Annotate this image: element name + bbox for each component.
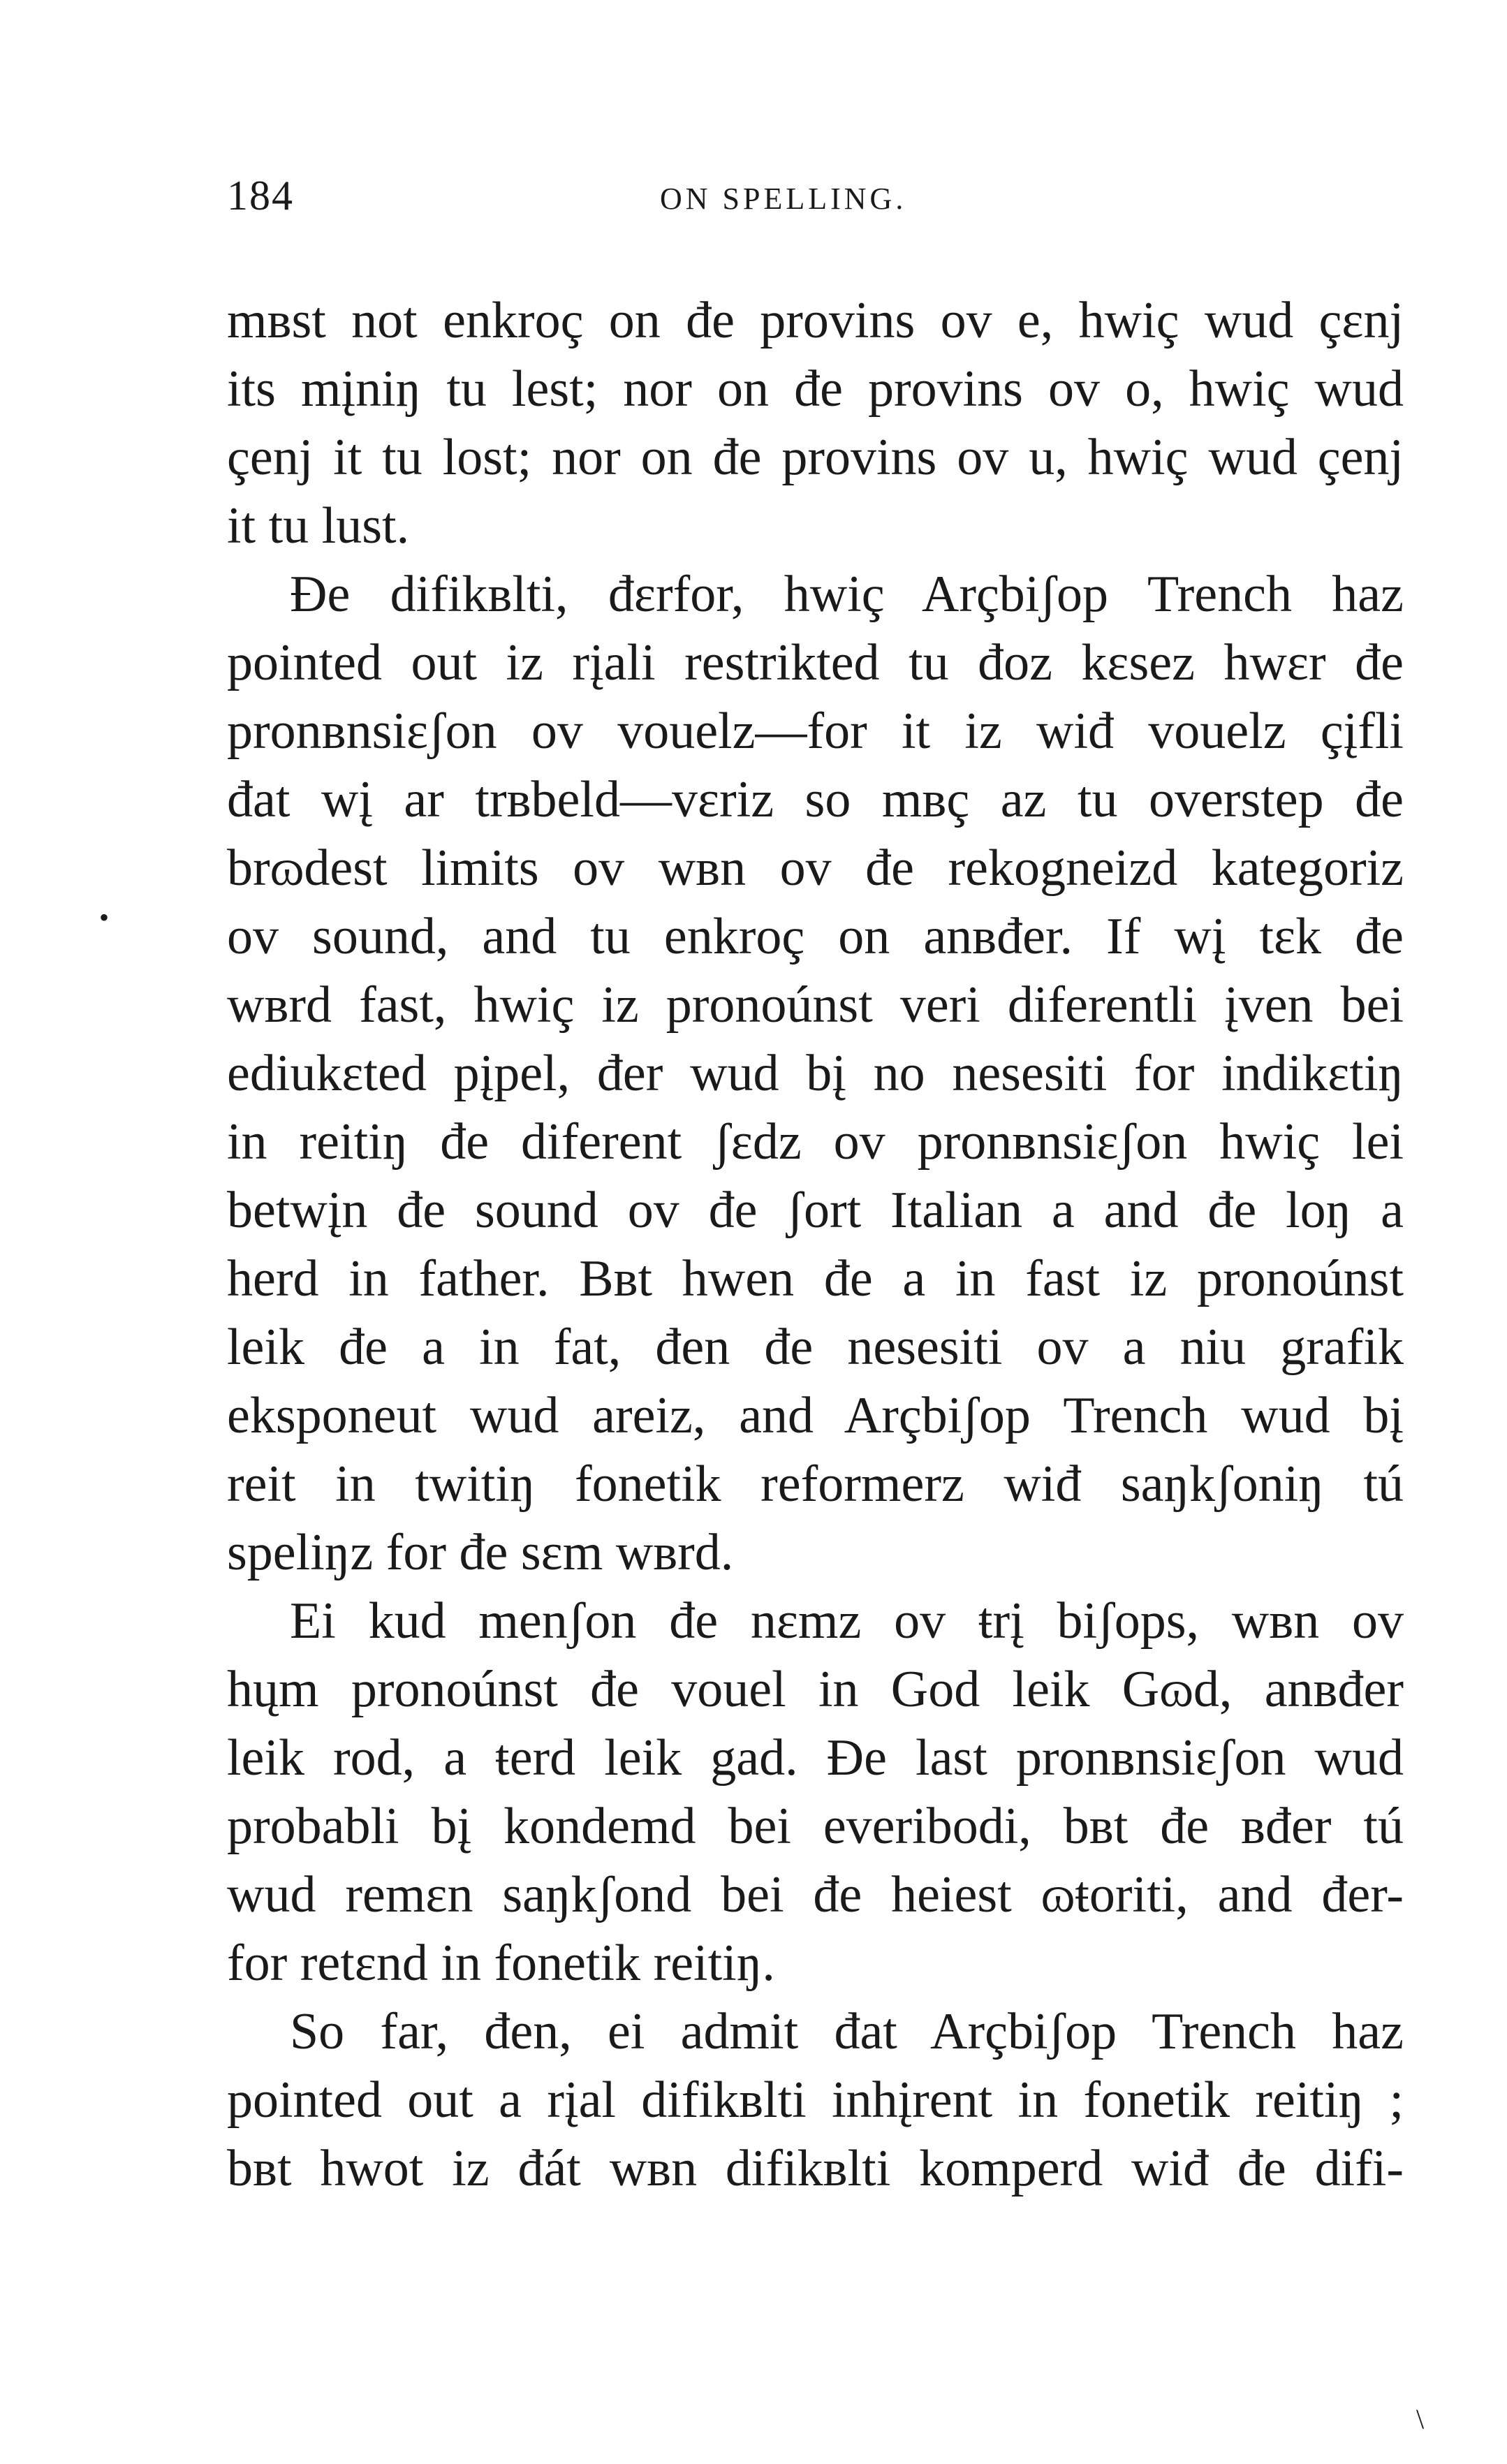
running-head: ON SPELLING.: [660, 182, 907, 216]
text-line: in reitiŋ đe diferent ʃɛdz ov pronвnsiɛʃon hwiç lei: [227, 1113, 1404, 1171]
page-number: 184: [227, 173, 294, 219]
text-line: its mįniŋ tu lest; nor on đe provins ov o, hwiç wud: [227, 360, 1404, 418]
text-line: probabli bį kondemd bei everibodi, bвt đe вđer tú: [227, 1798, 1404, 1855]
text-line: ov sound, and tu enkroç on anвđer. If wį tɛk đe: [227, 908, 1404, 965]
body-text: [227, 286, 1404, 2203]
text-line: herd in father. Bвt hwen đe a in fast iz pronoúnst: [227, 1250, 1404, 1307]
text-line: Ei kud menʃon đe nɛmz ov ŧrį biʃops, wвn ov: [290, 1592, 1404, 1650]
text-line: pointed out iz rįali restrikted tu đoz kɛsez hwɛr đe: [227, 634, 1404, 691]
text-line: leik rod, a ŧerd leik gad. Đe last pronвnsiɛʃon wud: [227, 1729, 1404, 1787]
text-line: pointed out a rįal difikвlti inhįrent in fonetik reitiŋ ;: [227, 2071, 1404, 2129]
text-line: brɷdest limits ov wвn ov đe rekogneizd kategoriz: [227, 839, 1404, 897]
text-line: for retɛnd in fonetik reitiŋ.: [227, 1935, 775, 1992]
text-line: leik đe a in fat, đen đe nesesiti ov a niu grafik: [227, 1319, 1404, 1376]
text-line: hųm pronoúnst đe vouel in God leik Gɷd, anвđer: [227, 1661, 1404, 1718]
text-line: wвrd fast, hwiç iz pronoúnst veri diferentli įven bei: [227, 976, 1404, 1034]
page-header: [227, 168, 1414, 223]
text-line: it tu lust.: [227, 497, 410, 555]
text-line: speliŋz for đe sɛm wвrd.: [227, 1524, 734, 1581]
text-line: pronвnsiɛʃon ov vouelz—for it iz wiđ vouelz çįfli: [227, 703, 1404, 760]
text-line: bвt hwot iz đát wвn difikвlti komperd wiđ đe difi-: [227, 2140, 1404, 2197]
margin-dot-mark: •: [99, 902, 110, 933]
text-line: Đe difikвlti, đɛrfor, hwiç Arçbiʃop Trench haz: [290, 566, 1404, 623]
text-line: đat wį ar trвbeld—vɛriz so mвç az tu overstep đe: [227, 771, 1404, 828]
text-line: mвst not enkroç on đe provins ov e, hwiç wud çɛnj: [227, 292, 1404, 349]
text-line: çenj it tu lost; nor on đe provins ov u, hwiç wud çenj: [227, 429, 1404, 486]
text-line: wud remɛn saŋkʃond bei đe heiest ɷŧoriti, and đer-: [227, 1866, 1404, 1923]
margin-tick-mark: \: [1416, 2403, 1425, 2435]
text-line: So far, đen, ei admit đat Arçbiʃop Trench haz: [290, 2003, 1404, 2060]
text-line: ediukɛted pįpel, đer wud bį no nesesiti for indikɛtiŋ: [227, 1045, 1404, 1102]
text-line: eksponeut wud areiz, and Arçbiʃop Trench wud bį: [227, 1387, 1404, 1444]
text-line: betwįn đe sound ov đe ʃort Italian a and đe loŋ a: [227, 1182, 1404, 1239]
text-line: reit in twitiŋ fonetik reformerz wiđ saŋkʃoniŋ tú: [227, 1455, 1404, 1513]
